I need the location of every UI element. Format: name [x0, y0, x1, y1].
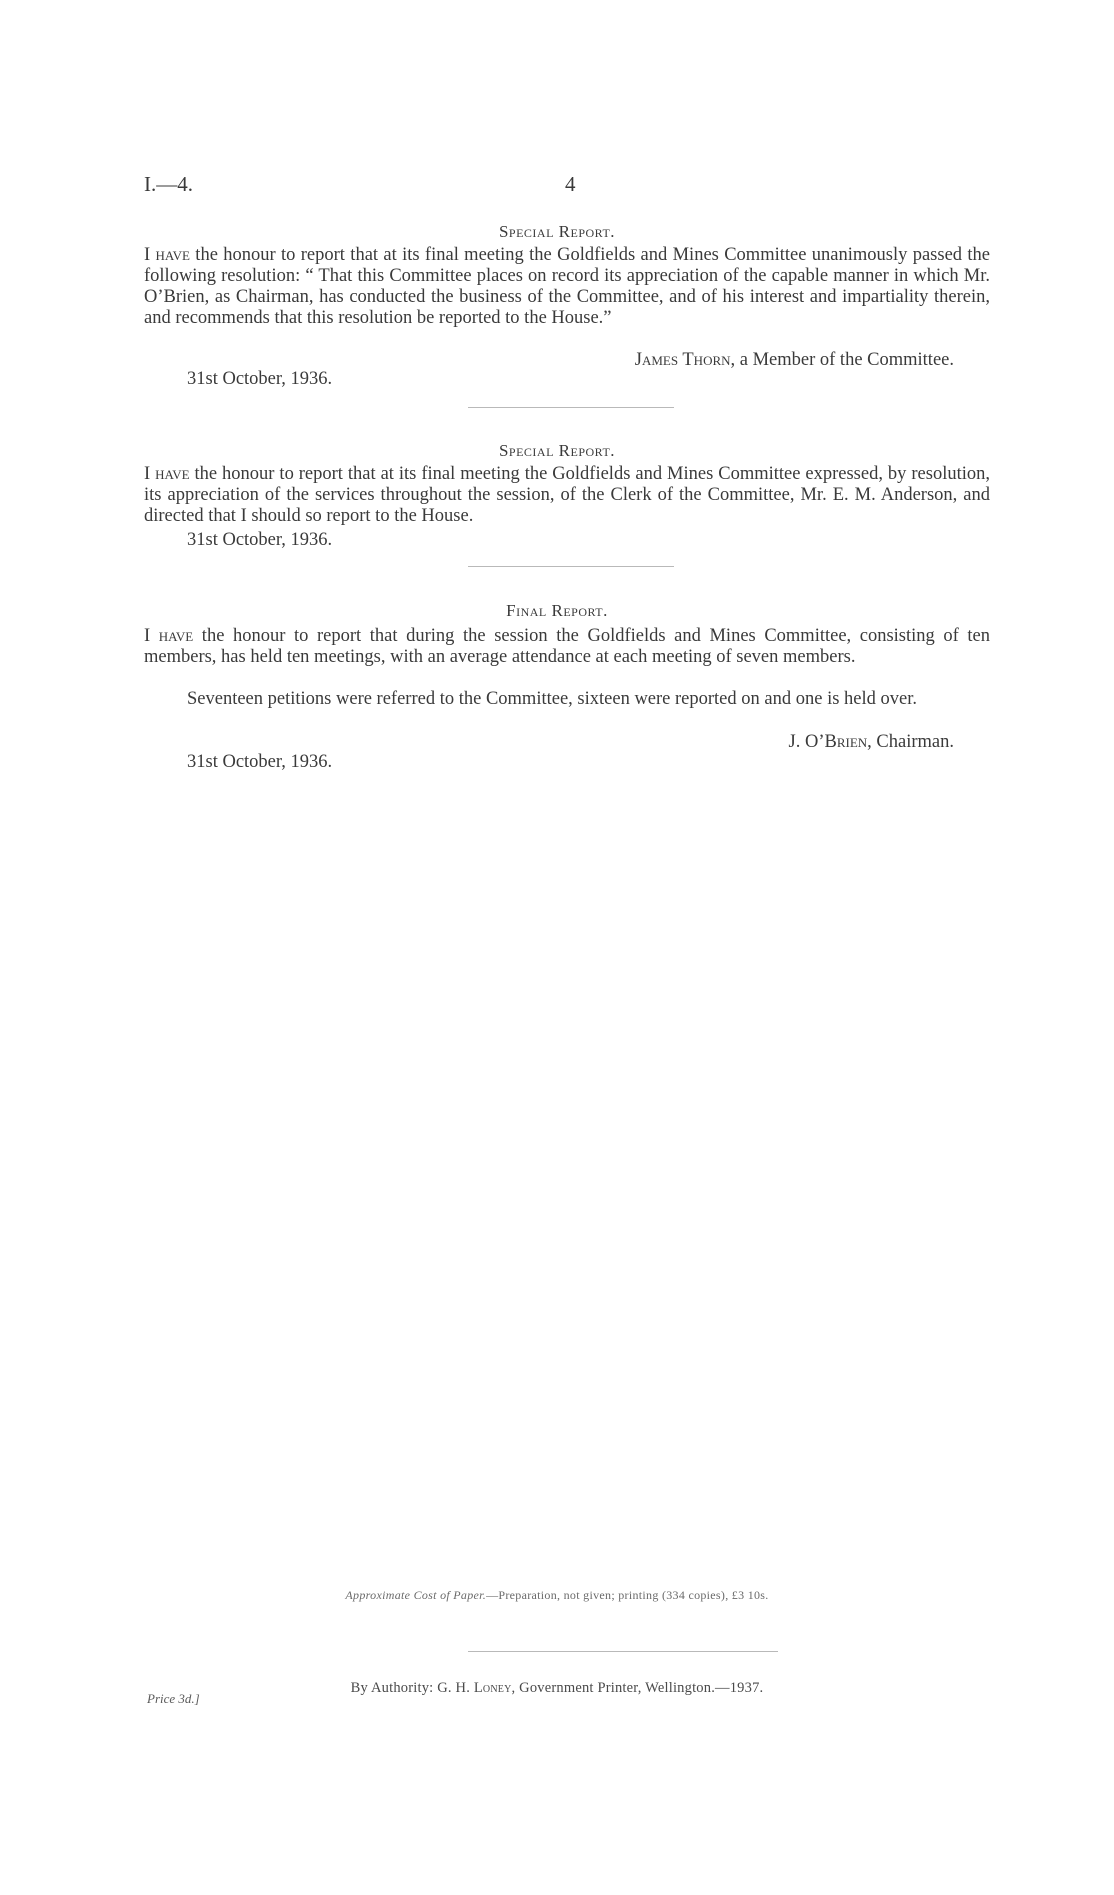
footer-cost-line	[0, 1588, 1114, 1603]
section3-signature-name: J. O’Brien	[788, 732, 868, 752]
section1-heading: Special Report.	[498, 222, 616, 241]
section2-text: the honour to report that at its final meeting the Goldfields and Mines Committee expressed, by resolution, its appreciation of the services throughout the session, of the Clerk of the Committee, Mr. E. M. Anderson, and directed that I should so report to the House.	[144, 464, 990, 526]
section1-signature-name: James Thorn	[634, 350, 731, 370]
section2-date: 31st October, 1936.	[187, 530, 333, 550]
section1-lead: I have	[144, 245, 190, 265]
footer-authority-name: Loney	[473, 1680, 512, 1696]
section1-text: the honour to report that at its final meeting the Goldfields and Mines Committee unanimously passed the following resolution: “ That this Committee places on record its appreciation of the capable manner in which Mr. O’Brien, as Chairman, has conducted the business of the Committee, and of his interest and impartiality therein, and recommends that this resolution be reported to the House.”	[144, 245, 990, 328]
section3-signature-role: , Chairman.	[867, 732, 954, 752]
section1-paragraph	[144, 245, 990, 329]
section3-signature	[789, 732, 954, 753]
series-number: I.—4.	[144, 172, 193, 196]
section3-paragraph-2: Seventeen petitions were referred to the Committee, sixteen were reported on and one is held over.	[187, 689, 917, 709]
footer-cost-label: Approximate Cost of Paper.	[345, 1588, 487, 1602]
footer-authority-prefix: By Authority: G. H.	[350, 1680, 474, 1696]
section-divider	[468, 566, 674, 567]
section2-lead: I have	[144, 464, 190, 484]
section3-date: 31st October, 1936.	[187, 752, 333, 772]
section1-signature-role: , a Member of the Committee.	[730, 350, 954, 370]
section1-date: 31st October, 1936.	[187, 369, 333, 389]
section2-heading: Special Report.	[498, 441, 616, 460]
section3-paragraph	[144, 626, 990, 668]
section3-text: the honour to report that during the session the Goldfields and Mines Committee, consisting of ten members, has held ten meetings, with an average attendance at each meeting of seven members.	[144, 626, 990, 667]
section2-paragraph	[144, 464, 990, 527]
footer-cost-text: —Preparation, not given; printing (334 copies), £3 10s.	[486, 1588, 769, 1602]
footer-divider	[468, 1651, 778, 1652]
section1-signature	[635, 350, 954, 371]
page-number: 4	[565, 172, 576, 196]
footer-authority-suffix: , Government Printer, Wellington.—1937.	[511, 1680, 764, 1696]
section3-lead: I have	[144, 626, 194, 646]
section3-heading: Final Report.	[506, 601, 608, 620]
price-label: Price 3d.]	[147, 1691, 200, 1706]
section-divider	[468, 407, 674, 408]
